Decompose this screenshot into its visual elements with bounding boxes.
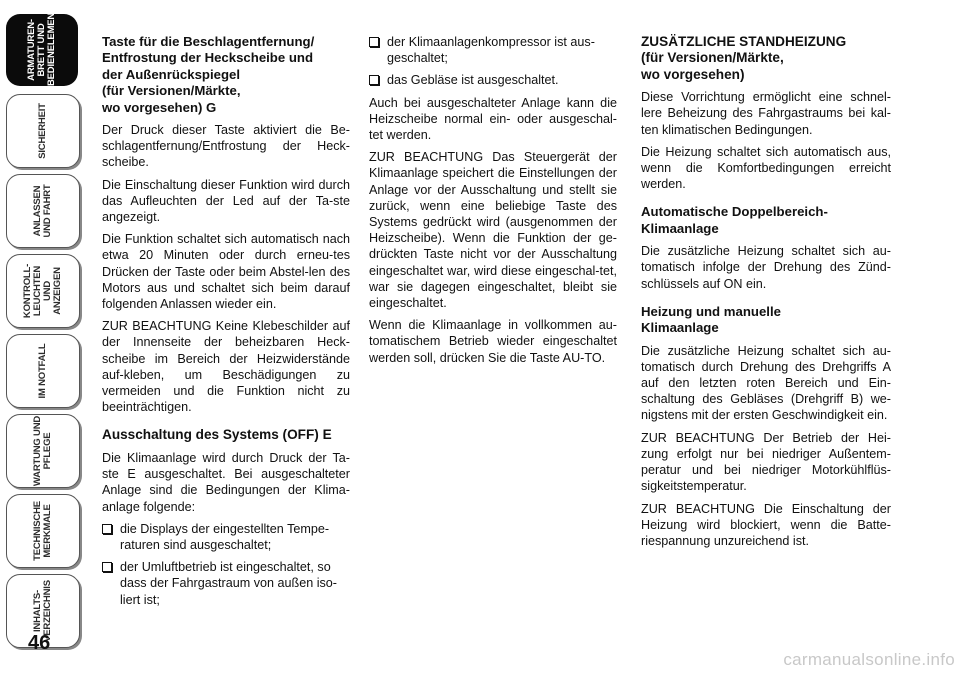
tab-label: IM NOTFALL (37, 343, 48, 399)
paragraph: Die zusätzliche Heizung schaltet sich au-tomatisch infolge der Drehung des Zünd-schlüssels auf ON ein. (641, 244, 891, 291)
list-item (102, 521, 350, 553)
checkbox-bullet-icon (102, 521, 115, 534)
tab-label: INHALTS- VERZEICHNIS (32, 580, 53, 642)
section-heading: Taste für die Beschlagentfernung/ Entfrostung der Heckscheibe und der Außenrückspiegel (für Versionen/Märkte, wo vorgesehen) G (102, 34, 315, 115)
tab-anlassen[interactable] (6, 174, 80, 248)
checkbox-bullet-icon (102, 559, 115, 572)
note-paragraph: ZUR BEACHTUNG Die Einschaltung der Heizung wird blockiert, wenn die Batte-riespannung unzureichend ist. (641, 501, 891, 548)
paragraph: Der Druck dieser Taste aktiviert die Be-schlagentfernung/Entfrostung der Heck-scheibe. (102, 123, 350, 170)
tab-label: KONTROLL- LEUCHTEN UND ANZEIGEN (22, 263, 63, 319)
tab-label: SICHERHEIT (37, 103, 48, 159)
watermark: carmanualsonline.info (783, 650, 955, 669)
paragraph: Diese Vorrichtung ermöglicht eine schnel-lere Beheizung des Fahrgastraums bei kal-ten klimatischen Bedingungen. (641, 90, 891, 137)
tab-label: ARMATUREN- BRETT UND BEDIENELEMENTE (26, 1, 57, 86)
list-item-text: der Klimaanlagenkompressor ist aus- geschaltet; (387, 35, 595, 66)
page-number: 46 (28, 632, 51, 654)
section-heading: Heizung und manuelle Klimaanlage (641, 303, 781, 336)
list-item-text: die Displays der eingestellten Tempe- raturen sind ausgeschaltet; (120, 521, 330, 552)
list-item (369, 34, 617, 66)
tab-technische-merkmale[interactable] (6, 494, 80, 568)
text-column-3 (641, 34, 891, 555)
tab-wartung[interactable] (6, 414, 80, 488)
section-heading: Ausschaltung des Systems (OFF) E (102, 427, 332, 443)
paragraph: Die Heizung schaltet sich automatisch aus, wenn die Komfortbedingungen erreicht werden. (641, 144, 891, 192)
paragraph: Die Klimaanlage wird durch Druck der Ta-ste E ausgeschaltet. Bei ausgeschalteter Anlage sind die Bedingungen der Klima-anlage folgende: (102, 450, 350, 514)
paragraph: Die Funktion schaltet sich automatisch nach etwa 20 Minuten oder durch erneu-tes Drücken der Taste oder beim Abstel-len des Motors aus und schaltet sich beim darauf folgenden Anlassen wieder ein. (102, 232, 350, 312)
list-item-text: der Umluftbetrieb ist eingeschaltet, so dass der Fahrgastraum von außen iso- liert ist; (120, 560, 337, 607)
paragraph: Die zusätzliche Heizung schaltet sich au-tomatisch durch Drehung des Drehgriffs A auf den letzten roten Bereich und Ein-schaltung des Gebläses (Drehgriff B) we-nigstens mit der ersten Geschwindigkeit ein. (641, 343, 891, 423)
text-column-2 (369, 34, 617, 372)
note-paragraph: ZUR BEACHTUNG Keine Klebeschilder auf der Innenseite der beheizbaren Heck-scheibe im Bereich der Heizwiderstände auf-kleben, um Beschädigungen zu vermeiden und die Funktion nicht zu beeinträchtigen. (102, 319, 350, 415)
checkbox-bullet-icon (369, 72, 382, 85)
paragraph: Auch bei ausgeschalteter Anlage kann die Heizscheibe normal ein- oder ausgeschal-tet werden. (369, 95, 617, 143)
text-column-1 (102, 34, 350, 614)
note-paragraph: ZUR BEACHTUNG Der Betrieb der Hei-zung erfolgt nur bei niedriger Außentem-peratur und bei niedriger Motorkühlflüs-sigkeitstemperatur. (641, 430, 891, 494)
list-item (102, 559, 350, 608)
list-item-text: das Gebläse ist ausgeschaltet. (387, 73, 559, 88)
section-heading: ZUSÄTZLICHE STANDHEIZUNG (für Versionen/Märkte, wo vorgesehen) (641, 34, 847, 82)
tab-sicherheit[interactable] (6, 94, 80, 168)
paragraph: Wenn die Klimaanlage in vollkommen au-tomatischem Betrieb wieder eingeschaltet werden soll, drücken Sie die Taste AU-TO. (369, 318, 617, 365)
paragraph: Die Einschaltung dieser Funktion wird durch das Aufleuchten der Led auf der Ta-ste angezeigt. (102, 177, 350, 225)
tab-label: ANLASSEN UND FAHRT (32, 184, 53, 238)
list-item (369, 72, 617, 88)
tab-kontrollleuchten[interactable] (6, 254, 80, 328)
tab-armaturenbrett[interactable] (6, 1, 78, 86)
note-paragraph: ZUR BEACHTUNG Das Steuergerät der Klimaanlage speichert die Einstellungen der Anlage vor der Ausschaltung und stellt sie zurück, wenn eine beliebige Taste des Systems gedrückt wird (ausgenommen der Heizscheibe). Wenn die Funktion der ge-drückten Taste nicht vor der Ausschaltung eingeschaltet war, wird diese eingeschal-tet, war sie dagegen eingeschaltet, bleibt sie eingeschaltet. (369, 150, 617, 311)
section-heading: Automatische Doppelbereich- Klimaanlage (641, 204, 828, 236)
checkbox-bullet-icon (369, 34, 382, 47)
tab-label: TECHNISCHE MERKMALE (32, 501, 53, 561)
tab-label: WARTUNG UND PFLEGE (32, 415, 53, 487)
tab-notfall[interactable] (6, 334, 80, 408)
